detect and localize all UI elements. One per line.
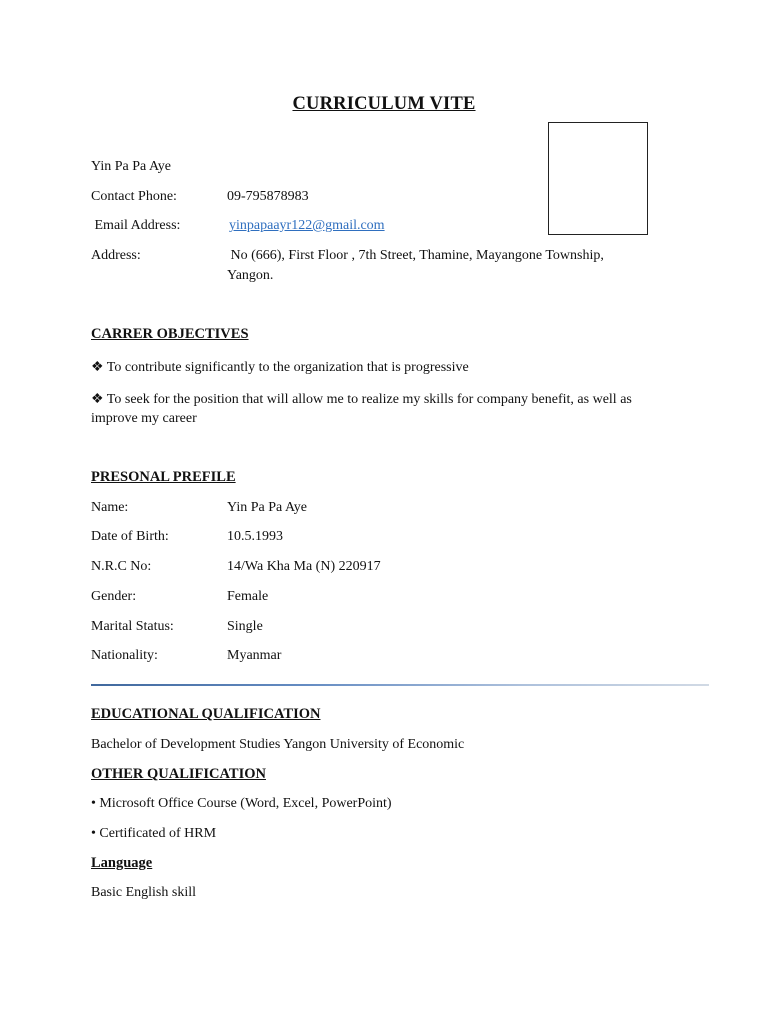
language-heading: Language: [91, 855, 153, 871]
profile-value-nrc: 14/Wa Kha Ma (N) 220917: [227, 559, 381, 574]
document-title: CURRICULUM VITE: [292, 94, 476, 114]
email-label: Email Address:: [91, 218, 181, 233]
section-divider: [91, 684, 709, 686]
objective-item-continuation: improve my career: [91, 411, 197, 426]
language-text: Basic English skill: [91, 885, 196, 900]
contact-phone-value: 09-795878983: [227, 189, 309, 204]
email-link[interactable]: yinpapaayr122@gmail.com: [229, 218, 385, 233]
qualification-item: • Certificated of HRM: [91, 826, 217, 841]
address-label: Address:: [91, 248, 141, 263]
profile-label-dob: Date of Birth:: [91, 529, 169, 544]
profile-value-marital-status: Single: [227, 619, 263, 634]
objective-item: ❖ To contribute significantly to the organization that is progressive: [91, 360, 469, 375]
career-objectives-heading: CARRER OBJECTIVES: [91, 326, 249, 342]
profile-label-gender: Gender:: [91, 589, 137, 604]
applicant-name: Yin Pa Pa Aye: [91, 159, 171, 174]
objective-item: ❖ To seek for the position that will allow me to realize my skills for company benefit, as well as: [91, 392, 632, 407]
profile-value-nationality: Myanmar: [227, 648, 282, 663]
profile-value-name: Yin Pa Pa Aye: [227, 500, 307, 515]
qualification-item: • Microsoft Office Course (Word, Excel, PowerPoint): [91, 796, 392, 811]
profile-value-dob: 10.5.1993: [227, 529, 283, 544]
profile-label-nationality: Nationality:: [91, 648, 158, 663]
address-line-1: No (666), First Floor , 7th Street, Thamine, Mayangone Township,: [227, 248, 604, 263]
education-heading: EDUCATIONAL QUALIFICATION: [91, 706, 321, 722]
profile-value-gender: Female: [227, 589, 269, 604]
profile-label-marital-status: Marital Status:: [91, 619, 174, 634]
other-qualification-heading: OTHER QUALIFICATION: [91, 766, 266, 782]
profile-label-nrc: N.R.C No:: [91, 559, 152, 574]
address-line-2: Yangon.: [227, 268, 274, 283]
education-text: Bachelor of Development Studies Yangon University of Economic: [91, 737, 465, 752]
profile-label-name: Name:: [91, 500, 129, 515]
personal-profile-heading: PRESONAL PREFILE: [91, 469, 236, 485]
contact-phone-label: Contact Phone:: [91, 189, 177, 204]
photo-placeholder: [548, 122, 648, 235]
